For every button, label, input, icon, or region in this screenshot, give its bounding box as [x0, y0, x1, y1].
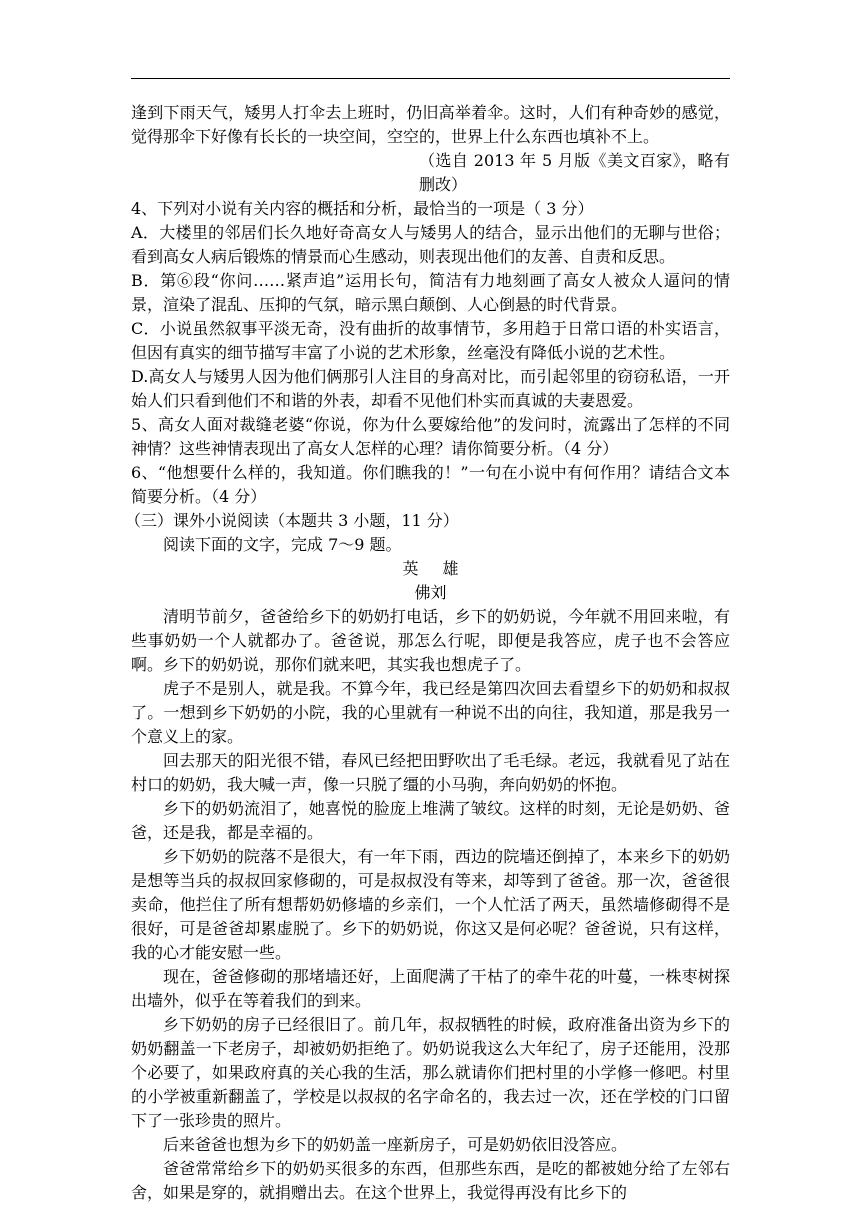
paragraph: 阅读下面的文字，完成 7～9 题。: [163, 535, 402, 554]
paragraph: 清明节前夕，爸爸给乡下的奶奶打电话，乡下的奶奶说，今年就不用回来啦，有些事奶奶一个人就都办了。爸爸说，那怎么行呢，即便是我答应，虎子也不会答应啊。乡下的奶奶说，那你们就来吧，其实我也想虎子了。: [131, 607, 730, 674]
paragraph: 乡下奶奶的房子已经很旧了。前几年，叔叔牺牲的时候，政府准备出资为乡下的奶奶翻盖一下老房子，却被奶奶拒绝了。奶奶说我这么大年纪了，房子还能用，没那个必要了，如果政府真的关心我的生活，那么就请你们把村里的小学修一修吧。村里的小学被重新翻盖了，学校是以叔叔的名字命名的，我去过一次，还在学校的门口留下了一张珍贵的照片。: [131, 1015, 730, 1130]
source-citation: （选自 2013 年 5 月版《美文百家》，略有删改）: [419, 151, 730, 194]
story-title: 英雄: [402, 559, 483, 578]
paragraph: 逢到下雨天气，矮男人打伞去上班时，仍旧高举着伞。这时，人们有种奇妙的感觉，觉得那伞下好像有长长的一块空间，空空的，世界上什么东西也填补不上。: [131, 103, 730, 146]
paragraph: 虎子不是别人，就是我。不算今年，我已经是第四次回去看望乡下的奶奶和叔叔了。一想到乡下奶奶的小院，我的心里就有一种说不出的向往，我知道，那是我另一个意义上的家。: [131, 679, 730, 746]
paragraph: 6、“他想要什么样的，我知道。你们瞧我的！”一句在小说中有何作用？请结合文本简要分析。（4 分）: [131, 463, 730, 506]
section-heading: （三）课外小说阅读（本题共 3 小题，11 分）: [125, 511, 459, 530]
story-author: 佛刘: [414, 583, 447, 602]
paragraph: A．大楼里的邻居们长久地好奇高女人与矮男人的结合，显示出他们的无聊与世俗；看到高女人病后锻炼的情景而心生感动，则表现出他们的友善、自责和反思。: [131, 223, 730, 266]
paragraph: C．小说虽然叙事平淡无奇，没有曲折的故事情节，多用趋于日常口语的朴实语言，但因有真实的细节描写丰富了小说的艺术形象，丝毫没有降低小说的艺术性。: [131, 319, 730, 362]
paragraph: 乡下奶奶的院落不是很大，有一年下雨，西边的院墙还倒掉了，本来乡下的奶奶是想等当兵的叔叔回家修砌的，可是叔叔没有等来，却等到了爸爸。那一次，爸爸很卖命，他拦住了所有想帮奶奶修墙的乡亲们，一个人忙活了两天，虽然墙修砌得不是很好，可是爸爸却累虚脱了。乡下的奶奶说，你这又是何必呢？爸爸说，只有这样，我的心才能安慰一些。: [131, 847, 730, 962]
paragraph: 5、高女人面对裁缝老婆“你说，你为什么要嫁给他”的发问时，流露出了怎样的不同神情？这些神情表现出了高女人怎样的心理？请你简要分析。（4 分）: [131, 415, 730, 458]
paragraph: 现在，爸爸修砌的那堵墙还好，上面爬满了干枯了的牵牛花的叶蔓，一株枣树探出墙外，似乎在等着我们的到来。: [131, 967, 730, 1010]
paragraph: 乡下的奶奶流泪了，她喜悦的脸庞上堆满了皱纹。这样的时刻，无论是奶奶、爸爸，还是我，都是幸福的。: [131, 799, 730, 842]
header-rule: [131, 78, 730, 79]
paragraph: B．第⑥段“你问……紧声追”运用长句，简洁有力地刻画了高女人被众人逼问的情景，渲染了混乱、压抑的气氛，暗示黑白颠倒、人心倒悬的时代背景。: [131, 271, 730, 314]
document-body: [125, 101, 730, 1205]
paragraph: 回去那天的阳光很不错，春风已经把田野吹出了毛毛绿。老远，我就看见了站在村口的奶奶，我大喊一声，像一只脱了缰的小马驹，奔向奶奶的怀抱。: [131, 751, 730, 794]
paragraph: D.高女人与矮男人因为他们俩那引人注目的身高对比，而引起邻里的窃窃私语，一开始人们只看到他们不和谐的外表，却看不见他们朴实而真诚的夫妻恩爱。: [131, 367, 730, 410]
paragraph: 爸爸常常给乡下的奶奶买很多的东西，但那些东西，是吃的都被她分给了左邻右舍，如果是穿的，就捐赠出去。在这个世界上，我觉得再没有比乡下的: [131, 1159, 730, 1202]
paragraph: 后来爸爸也想为乡下的奶奶盖一座新房子，可是奶奶依旧没答应。: [163, 1135, 628, 1154]
paragraph: 4、下列对小说有关内容的概括和分析，最恰当的一项是（ 3 分）: [131, 199, 594, 218]
